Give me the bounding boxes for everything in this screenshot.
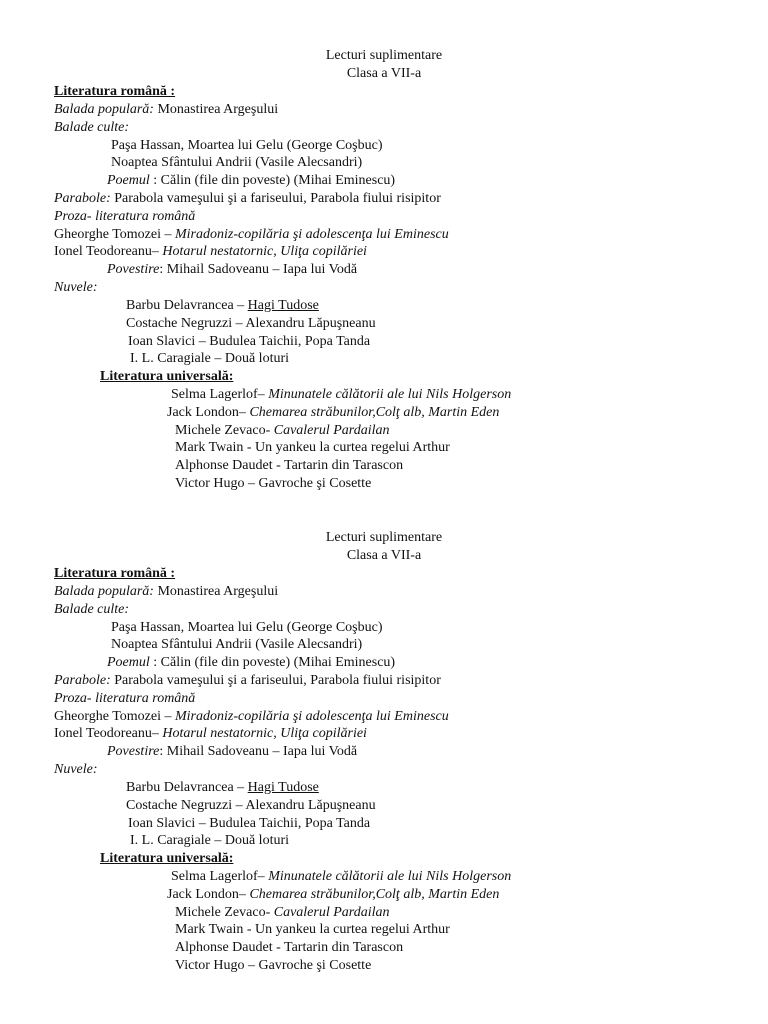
proza-work: Miradoniz-copilăria şi adolescenţa lui Eminescu xyxy=(174,709,449,724)
romanian-literature-heading: Literatura română : xyxy=(54,566,176,581)
parabole-text: Parabola vameşului şi a fariseului, Parabola fiului risipitor xyxy=(110,673,441,688)
balada-populara-line xyxy=(54,101,278,119)
universal-author: Jack London– xyxy=(167,887,250,902)
povestire-label: Povestire xyxy=(107,262,160,277)
parabole-label: Parabole: xyxy=(54,673,111,688)
proza-item xyxy=(54,226,449,244)
universal-item: Alphonse Daudet - Tartarin din Tarascon xyxy=(175,940,404,955)
universal-literature-heading: Literatura universală: xyxy=(100,851,234,866)
universal-item xyxy=(167,886,499,904)
universal-work: Cavalerul Pardailan xyxy=(273,905,390,920)
nuvele-item: I. L. Caragiale – Două loturi xyxy=(130,351,290,366)
universal-item xyxy=(167,404,499,422)
universal-literature-heading: Literatura universală: xyxy=(100,369,234,384)
parabole-line xyxy=(54,190,441,208)
universal-author: Selma Lagerlof– xyxy=(171,387,269,402)
proza-author: Gheorghe Tomozei – xyxy=(54,709,175,724)
proza-work: Miradoniz-copilăria şi adolescenţa lui Eminescu xyxy=(174,227,449,242)
nuvele-item xyxy=(126,779,319,797)
universal-item: Alphonse Daudet - Tartarin din Tarascon xyxy=(175,458,404,473)
balade-culte-item: Noaptea Sfântului Andrii (Vasile Alecsandri) xyxy=(111,155,363,170)
nuvele-label: Nuvele: xyxy=(54,762,98,777)
proza-item xyxy=(54,243,367,261)
universal-item xyxy=(175,422,390,440)
document-title: Lecturi suplimentare xyxy=(325,48,443,63)
balade-culte-label: Balade culte: xyxy=(54,120,130,135)
poemul-label: Poemul xyxy=(107,173,150,188)
universal-author: Selma Lagerlof– xyxy=(171,869,269,884)
nuvele-item: Costache Negruzzi – Alexandru Lăpuşneanu xyxy=(126,316,376,331)
parabole-label: Parabole: xyxy=(54,191,111,206)
nuvele-label: Nuvele: xyxy=(54,280,98,295)
proza-item xyxy=(54,725,367,743)
balada-populara-label: Balada populară: xyxy=(54,584,154,599)
universal-item xyxy=(171,386,511,404)
universal-item: Mark Twain - Un yankeu la curtea regelui Arthur xyxy=(175,440,450,455)
proza-label: Proza- literatura română xyxy=(54,209,196,224)
balade-culte-label: Balade culte: xyxy=(54,602,130,617)
universal-author: Michele Zevaco- xyxy=(175,905,274,920)
povestire-label: Povestire xyxy=(107,744,160,759)
universal-item: Victor Hugo – Gavroche şi Cosette xyxy=(175,476,372,491)
nuvele-underlined-title: Hagi Tudose xyxy=(247,298,319,313)
poemul-text: : Călin (file din poveste) (Mihai Eminescu) xyxy=(149,173,396,188)
document-title: Lecturi suplimentare xyxy=(325,530,443,545)
nuvele-text: Barbu Delavrancea – xyxy=(126,298,248,313)
universal-author: Michele Zevaco- xyxy=(175,423,274,438)
nuvele-item: Ioan Slavici – Budulea Taichii, Popa Tanda xyxy=(128,816,371,831)
poemul-line xyxy=(107,172,395,190)
universal-work: Cavalerul Pardailan xyxy=(273,423,390,438)
romanian-literature-heading: Literatura română : xyxy=(54,84,176,99)
povestire-text: : Mihail Sadoveanu – Iapa lui Vodă xyxy=(159,262,358,277)
proza-author: Ionel Teodoreanu– xyxy=(54,244,163,259)
poemul-line xyxy=(107,654,395,672)
universal-work: Chemarea străbunilor,Colţ alb, Martin Eden xyxy=(249,405,500,420)
parabole-text: Parabola vameşului şi a fariseului, Parabola fiului risipitor xyxy=(110,191,441,206)
proza-work: Hotarul nestatornic, Uliţa copilăriei xyxy=(162,726,367,741)
proza-author: Ionel Teodoreanu– xyxy=(54,726,163,741)
proza-item xyxy=(54,708,449,726)
proza-work: Hotarul nestatornic, Uliţa copilăriei xyxy=(162,244,367,259)
nuvele-item: Ioan Slavici – Budulea Taichii, Popa Tanda xyxy=(128,334,371,349)
poemul-label: Poemul xyxy=(107,655,150,670)
nuvele-text: Barbu Delavrancea – xyxy=(126,780,248,795)
balade-culte-item: Paşa Hassan, Moartea lui Gelu (George Coşbuc) xyxy=(111,620,383,635)
nuvele-item: Costache Negruzzi – Alexandru Lăpuşneanu xyxy=(126,798,376,813)
balada-populara-label: Balada populară: xyxy=(54,102,154,117)
nuvele-underlined-title: Hagi Tudose xyxy=(247,780,319,795)
class-label: Clasa a VII-a xyxy=(346,66,422,81)
universal-item: Mark Twain - Un yankeu la curtea regelui Arthur xyxy=(175,922,450,937)
proza-author: Gheorghe Tomozei – xyxy=(54,227,175,242)
balada-populara-text: Monastirea Argeşului xyxy=(153,584,279,599)
balade-culte-item: Noaptea Sfântului Andrii (Vasile Alecsandri) xyxy=(111,637,363,652)
parabole-line xyxy=(54,672,441,690)
nuvele-item xyxy=(126,297,319,315)
povestire-text: : Mihail Sadoveanu – Iapa lui Vodă xyxy=(159,744,358,759)
class-label: Clasa a VII-a xyxy=(346,548,422,563)
universal-item xyxy=(171,868,511,886)
balada-populara-text: Monastirea Argeşului xyxy=(153,102,279,117)
nuvele-item: I. L. Caragiale – Două loturi xyxy=(130,833,290,848)
universal-item: Victor Hugo – Gavroche şi Cosette xyxy=(175,958,372,973)
povestire-line xyxy=(107,743,357,761)
universal-work: Chemarea străbunilor,Colţ alb, Martin Eden xyxy=(249,887,500,902)
balada-populara-line xyxy=(54,583,278,601)
universal-work: Minunatele călătorii ale lui Nils Holgerson xyxy=(268,869,512,884)
universal-item xyxy=(175,904,390,922)
proza-label: Proza- literatura română xyxy=(54,691,196,706)
balade-culte-item: Paşa Hassan, Moartea lui Gelu (George Coşbuc) xyxy=(111,138,383,153)
universal-author: Jack London– xyxy=(167,405,250,420)
poemul-text: : Călin (file din poveste) (Mihai Eminescu) xyxy=(149,655,396,670)
povestire-line xyxy=(107,261,357,279)
universal-work: Minunatele călătorii ale lui Nils Holgerson xyxy=(268,387,512,402)
